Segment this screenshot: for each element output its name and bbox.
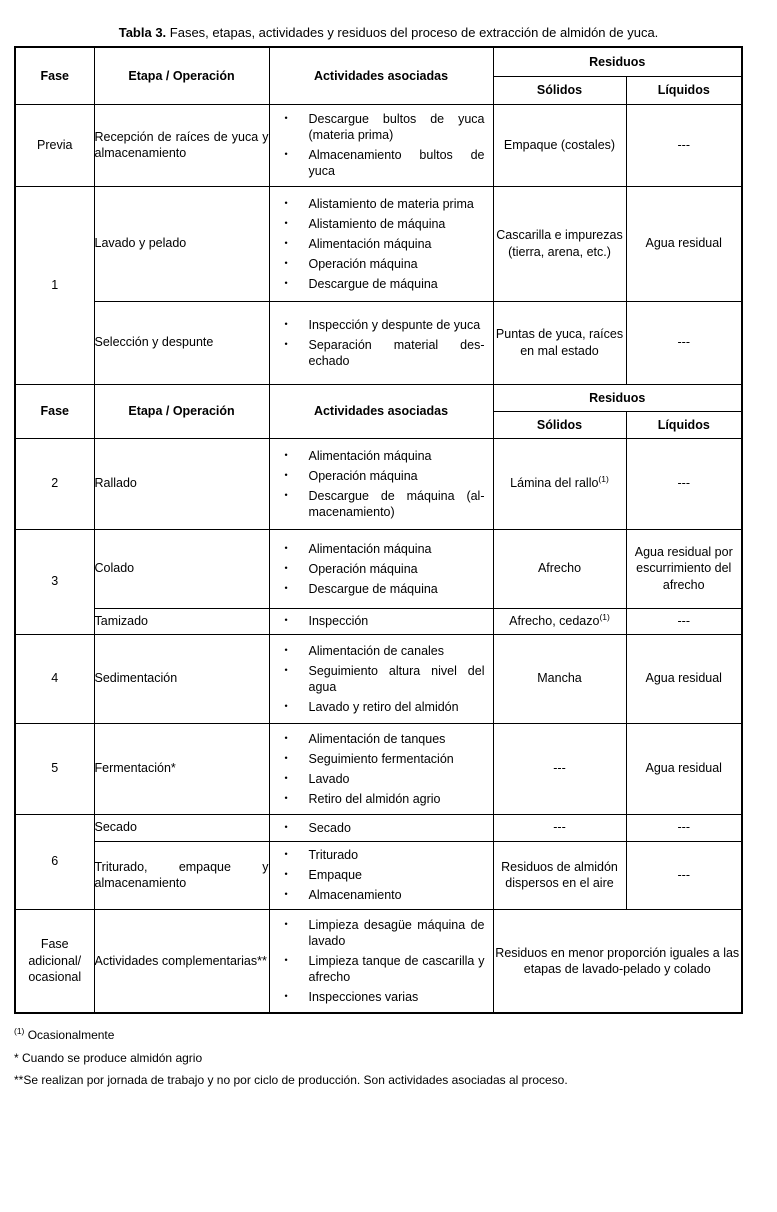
- footnote-ref-icon: (1): [598, 474, 609, 485]
- activity-text: Inspección: [308, 614, 369, 628]
- etapa-cell: Tamizado: [94, 608, 269, 634]
- fase-cell: Fase adicional/ ocasional: [15, 909, 94, 1013]
- bullet-icon: •: [284, 489, 288, 500]
- header-cell-liquidos: Líquidos: [626, 411, 742, 438]
- table-row: [15, 841, 742, 909]
- activity-text: Alistamiento de máquina: [308, 216, 446, 231]
- activity-text: Descargue de máquina (al-macenamiento): [308, 488, 485, 519]
- bullet-icon: •: [284, 582, 288, 593]
- table-title: [0, 25, 777, 40]
- bullet-icon: •: [284, 257, 288, 268]
- activity-item: [270, 847, 493, 863]
- activity-text: Inspecciones varias: [308, 989, 419, 1004]
- bullet-icon: •: [284, 469, 288, 480]
- activity-text: Lavado: [308, 771, 350, 786]
- footnote-text: **Se realizan por jornada de trabajo y no por ciclo de producción. Son actividades asociadas al proceso.: [14, 1073, 568, 1088]
- footnote-3: [14, 1073, 766, 1089]
- activity-item: [270, 276, 493, 292]
- activity-item: [270, 953, 493, 985]
- activity-item: [270, 820, 493, 836]
- activity-text: Operación máquina: [308, 561, 418, 576]
- solidos-text: Afrecho, cedazo: [509, 613, 600, 628]
- liquidos-cell: Agua residual: [626, 186, 742, 301]
- bullet-icon: •: [284, 664, 288, 675]
- bullet-icon: •: [284, 792, 288, 803]
- solidos-cell: [493, 186, 626, 301]
- etapa-cell: Fermentación*: [94, 723, 269, 814]
- solidos-cell: [493, 104, 626, 186]
- solidos-cell: [493, 529, 626, 608]
- etapa-cell: Rallado: [94, 438, 269, 529]
- activity-text: Alimentación máquina: [308, 236, 432, 251]
- activity-text: Empaque: [308, 868, 363, 882]
- solidos-text: Afrecho: [537, 561, 582, 576]
- solidos-cell: [493, 301, 626, 384]
- solidos-text: Empaque (costales): [503, 137, 616, 152]
- etapa-cell: Sedimentación: [94, 634, 269, 723]
- table-row: [15, 186, 742, 301]
- header-cell-solidos: Sólidos: [493, 411, 626, 438]
- liquidos-cell: ---: [626, 841, 742, 909]
- table-title-label: Tabla 3.: [118, 25, 167, 40]
- activity-text: Operación máquina: [308, 468, 418, 483]
- activity-text: Almacenamiento bultos de yuca: [308, 148, 485, 178]
- activity-item: [270, 561, 493, 577]
- bullet-icon: •: [284, 542, 288, 553]
- header-cell-liquidos: Líquidos: [626, 76, 742, 104]
- bullet-icon: •: [284, 318, 288, 329]
- activity-text: Inspección y despunte de yuca: [308, 317, 481, 332]
- bullet-icon: •: [284, 644, 288, 655]
- activity-item: [270, 317, 493, 333]
- activity-item: [270, 867, 493, 883]
- header-row: [15, 47, 742, 76]
- header-cell-actividades: Actividades asociadas: [269, 47, 493, 104]
- activity-item: [270, 468, 493, 484]
- table-row: [15, 909, 742, 1013]
- activity-item: [270, 771, 493, 787]
- footnote-1: [14, 1028, 766, 1044]
- bullet-icon: •: [284, 918, 288, 929]
- bullet-icon: •: [284, 277, 288, 288]
- activity-item: [270, 216, 493, 232]
- activities-cell: [269, 186, 493, 301]
- bullet-icon: •: [284, 338, 288, 349]
- activities-cell: [269, 529, 493, 608]
- header-cell-fase: Fase: [15, 384, 94, 438]
- header-cell-solidos: Sólidos: [493, 76, 626, 104]
- activity-item: [270, 613, 493, 629]
- process-table: [14, 46, 743, 1014]
- table-row: [15, 634, 742, 723]
- table-row: [15, 104, 742, 186]
- header-cell-residuos: Residuos: [493, 384, 742, 411]
- etapa-cell: Triturado, empaque y almacenamiento: [94, 841, 269, 909]
- bullet-icon: •: [284, 752, 288, 763]
- table-row: [15, 301, 742, 384]
- fase-cell: 1: [15, 186, 94, 384]
- header-row: [15, 384, 742, 411]
- activity-item: [270, 751, 493, 767]
- fase-cell: 6: [15, 814, 94, 909]
- table-row: [15, 608, 742, 634]
- activity-item: [270, 147, 493, 179]
- solidos-cell: [493, 841, 626, 909]
- bullet-icon: •: [284, 449, 288, 460]
- activity-item: [270, 256, 493, 272]
- activity-text: Lavado y retiro del almidón: [308, 699, 459, 714]
- activity-text: Descargue bultos de yuca (materia prima): [308, 112, 485, 142]
- bullet-icon: •: [284, 217, 288, 228]
- fase-cell: Previa: [15, 104, 94, 186]
- solidos-text: Residuos de almidón dispersos en el aire: [501, 859, 618, 890]
- footnote-ref-icon: (1): [14, 1026, 25, 1036]
- solidos-cell: [493, 814, 626, 841]
- table-row: [15, 723, 742, 814]
- activity-text: Alimentación de canales: [308, 643, 444, 658]
- solidos-text: Cascarilla e impurezas (tierra, arena, etc.): [496, 228, 623, 259]
- header-cell-etapa: Etapa / Operación: [94, 47, 269, 104]
- footnote-ref-icon: (1): [599, 611, 610, 622]
- liquidos-cell: ---: [626, 438, 742, 529]
- activity-text: Seguimiento fermentación: [308, 751, 454, 766]
- liquidos-cell: ---: [626, 104, 742, 186]
- bullet-icon: •: [284, 732, 288, 743]
- activity-text: Descargue de máquina: [308, 581, 438, 596]
- fase-cell: 5: [15, 723, 94, 814]
- bullet-icon: •: [284, 615, 288, 625]
- bullet-icon: •: [284, 821, 288, 832]
- bullet-icon: •: [284, 954, 288, 965]
- table-row: [15, 814, 742, 841]
- liquidos-cell: ---: [626, 301, 742, 384]
- footnote-text: Ocasionalmente: [24, 1028, 115, 1042]
- residuos-merged-cell: Residuos en menor proporción iguales a las etapas de lavado-pelado y colado: [493, 909, 742, 1013]
- activity-item: [270, 488, 493, 520]
- bullet-icon: •: [284, 869, 288, 879]
- header-cell-fase: Fase: [15, 47, 94, 104]
- activity-text: Separación material des-echado: [308, 337, 485, 368]
- activity-item: [270, 196, 493, 212]
- solidos-cell: [493, 634, 626, 723]
- etapa-cell: Actividades complementarias**: [94, 909, 269, 1013]
- activity-text: Triturado: [308, 848, 359, 862]
- activity-item: [270, 731, 493, 747]
- activity-item: [270, 236, 493, 252]
- solidos-text: ---: [553, 761, 566, 776]
- activity-item: [270, 917, 493, 949]
- activities-cell: [269, 608, 493, 634]
- activities-cell: [269, 104, 493, 186]
- activities-cell: [269, 438, 493, 529]
- bullet-icon: •: [284, 237, 288, 248]
- table-row: [15, 438, 742, 529]
- etapa-cell: Lavado y pelado: [94, 186, 269, 301]
- liquidos-cell: Agua residual: [626, 723, 742, 814]
- activity-text: Limpieza desagüe máquina de lavado: [308, 917, 485, 948]
- activity-text: Alimentación máquina: [308, 541, 432, 556]
- activity-item: [270, 581, 493, 597]
- activity-text: Alistamiento de materia prima: [308, 196, 474, 211]
- activity-text: Operación máquina: [308, 256, 418, 271]
- bullet-icon: •: [284, 772, 288, 783]
- fase-cell: 2: [15, 438, 94, 529]
- solidos-cell: [493, 608, 626, 634]
- solidos-text: Puntas de yuca, raíces en mal estado: [495, 327, 624, 358]
- solidos-text: ---: [553, 820, 566, 835]
- solidos-text: Mancha: [537, 671, 582, 686]
- liquidos-cell: Agua residual: [626, 634, 742, 723]
- activity-item: [270, 887, 493, 903]
- activity-text: Seguimiento altura nivel del agua: [308, 663, 485, 694]
- activity-text: Secado: [308, 820, 351, 835]
- activity-item: [270, 541, 493, 557]
- activity-text: Alimentación máquina: [308, 448, 432, 463]
- solidos-text: Lámina del rallo: [510, 476, 599, 491]
- fase-cell: 3: [15, 529, 94, 634]
- activity-item: [270, 699, 493, 715]
- bullet-icon: •: [284, 849, 288, 859]
- activities-cell: [269, 909, 493, 1013]
- activity-item: [270, 111, 493, 143]
- etapa-cell: Selección y despunte: [94, 301, 269, 384]
- liquidos-cell: ---: [626, 608, 742, 634]
- solidos-cell: [493, 723, 626, 814]
- footnotes: [14, 1028, 766, 1096]
- activities-cell: [269, 301, 493, 384]
- table-title-text: Fases, etapas, actividades y residuos del proceso de extracción de almidón de yuca.: [166, 25, 659, 40]
- activity-item: [270, 643, 493, 659]
- etapa-cell: Recepción de raíces de yuca y almacenamiento: [94, 104, 269, 186]
- bullet-icon: •: [284, 197, 288, 208]
- bullet-icon: •: [284, 990, 288, 1001]
- bullet-icon: •: [284, 700, 288, 711]
- activity-item: [270, 989, 493, 1005]
- bullet-icon: •: [284, 149, 288, 159]
- activity-text: Almacenamiento: [308, 888, 402, 902]
- activities-cell: [269, 814, 493, 841]
- activity-text: Descargue de máquina: [308, 276, 438, 291]
- etapa-cell: Colado: [94, 529, 269, 608]
- etapa-cell: Secado: [94, 814, 269, 841]
- activity-text: Alimentación de tanques: [308, 731, 446, 746]
- header-cell-etapa: Etapa / Operación: [94, 384, 269, 438]
- activities-cell: [269, 841, 493, 909]
- bullet-icon: •: [284, 562, 288, 573]
- header-cell-actividades: Actividades asociadas: [269, 384, 493, 438]
- bullet-icon: •: [284, 889, 288, 899]
- activities-cell: [269, 634, 493, 723]
- header-cell-residuos: Residuos: [493, 47, 742, 76]
- solidos-cell: [493, 438, 626, 529]
- activity-text: Retiro del almidón agrio: [308, 791, 441, 806]
- footnote-2: [14, 1051, 766, 1067]
- activity-item: [270, 791, 493, 807]
- footnote-text: * Cuando se produce almidón agrio: [14, 1050, 203, 1065]
- table-row: [15, 529, 742, 608]
- activity-item: [270, 663, 493, 695]
- activity-item: [270, 448, 493, 464]
- activities-cell: [269, 723, 493, 814]
- fase-cell: 4: [15, 634, 94, 723]
- activity-item: [270, 337, 493, 369]
- liquidos-cell: Agua residual por escurrimiento del afrecho: [626, 529, 742, 608]
- liquidos-cell: ---: [626, 814, 742, 841]
- bullet-icon: •: [284, 113, 288, 123]
- activity-text: Limpieza tanque de cascarilla y afrecho: [308, 953, 485, 984]
